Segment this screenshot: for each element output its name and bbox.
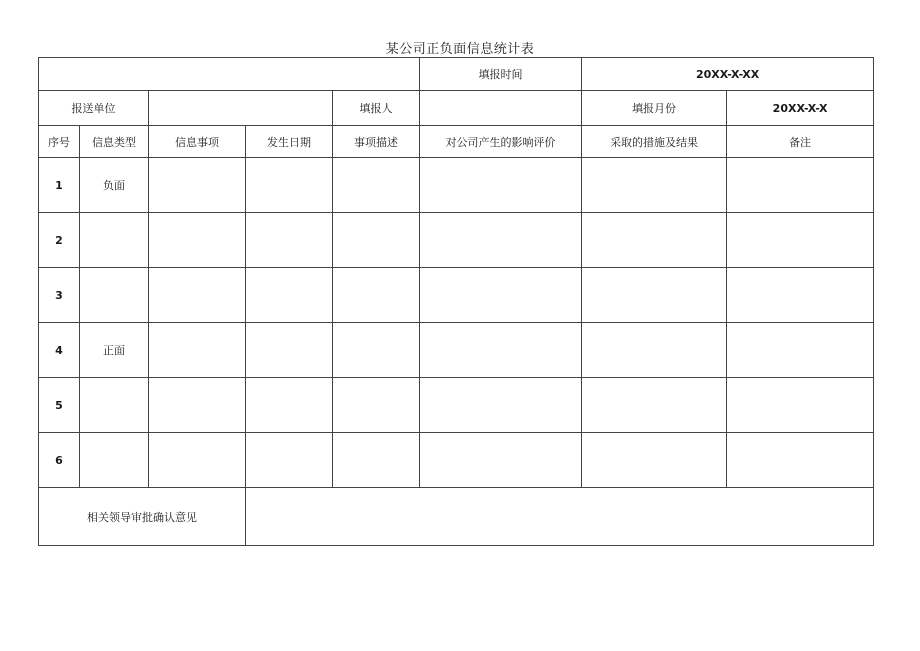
row-date[interactable] [246,433,333,488]
row-measures[interactable] [582,158,727,213]
row-description[interactable] [333,213,420,268]
row-date[interactable] [246,323,333,378]
unit-label: 报送单位 [39,91,149,126]
row-seq: 5 [39,378,80,433]
row-impact[interactable] [420,433,582,488]
row-info-type[interactable] [80,378,149,433]
column-header: 信息事项 [149,126,246,158]
row-seq: 1 [39,158,80,213]
column-header: 备注 [727,126,874,158]
row-info-type[interactable]: 正面 [80,323,149,378]
approval-value-field[interactable] [246,488,874,546]
row-impact[interactable] [420,213,582,268]
table-row [39,158,874,213]
month-label: 填报月份 [582,91,727,126]
month-value[interactable]: 20XX-X-X [727,91,874,126]
column-header: 事项描述 [333,126,420,158]
approval-row [39,488,874,546]
page-title: 某公司正负面信息统计表 [385,42,535,57]
row-measures[interactable] [582,323,727,378]
row-impact[interactable] [420,158,582,213]
row-seq: 3 [39,268,80,323]
row-description[interactable] [333,268,420,323]
fill-time-row [39,58,874,91]
row-info-item[interactable] [149,433,246,488]
filler-value-field[interactable] [420,91,582,126]
row-info-item[interactable] [149,323,246,378]
column-header: 对公司产生的影响评价 [420,126,582,158]
column-header-row [39,126,874,158]
row-measures[interactable] [582,433,727,488]
info-statistics-table [38,57,874,546]
row-info-type[interactable] [80,213,149,268]
row-description[interactable] [333,323,420,378]
fill-time-value[interactable]: 20XX-X-XX [582,58,874,91]
row-seq: 6 [39,433,80,488]
approval-label: 相关领导审批确认意见 [39,488,246,546]
filler-label: 填报人 [333,91,420,126]
table-row [39,268,874,323]
row-date[interactable] [246,158,333,213]
row-remarks[interactable] [727,323,874,378]
unit-value-field[interactable] [149,91,333,126]
row-info-item[interactable] [149,213,246,268]
blank-header-cell [39,58,420,91]
row-remarks[interactable] [727,378,874,433]
row-info-item[interactable] [149,158,246,213]
row-impact[interactable] [420,323,582,378]
row-impact[interactable] [420,268,582,323]
row-impact[interactable] [420,378,582,433]
column-header: 采取的措施及结果 [582,126,727,158]
fill-time-label: 填报时间 [420,58,582,91]
row-info-item[interactable] [149,268,246,323]
row-measures[interactable] [582,378,727,433]
row-description[interactable] [333,433,420,488]
unit-row [39,91,874,126]
row-remarks[interactable] [727,213,874,268]
row-measures[interactable] [582,213,727,268]
table-row [39,213,874,268]
row-seq: 2 [39,213,80,268]
row-date[interactable] [246,213,333,268]
table-row [39,433,874,488]
column-header: 发生日期 [246,126,333,158]
row-date[interactable] [246,378,333,433]
row-remarks[interactable] [727,433,874,488]
table-row [39,378,874,433]
row-description[interactable] [333,158,420,213]
row-remarks[interactable] [727,268,874,323]
column-header: 序号 [39,126,80,158]
table-row [39,323,874,378]
row-description[interactable] [333,378,420,433]
row-info-type[interactable] [80,268,149,323]
row-info-type[interactable] [80,433,149,488]
row-info-item[interactable] [149,378,246,433]
row-date[interactable] [246,268,333,323]
row-remarks[interactable] [727,158,874,213]
row-info-type[interactable]: 负面 [80,158,149,213]
column-header: 信息类型 [80,126,149,158]
row-measures[interactable] [582,268,727,323]
row-seq: 4 [39,323,80,378]
